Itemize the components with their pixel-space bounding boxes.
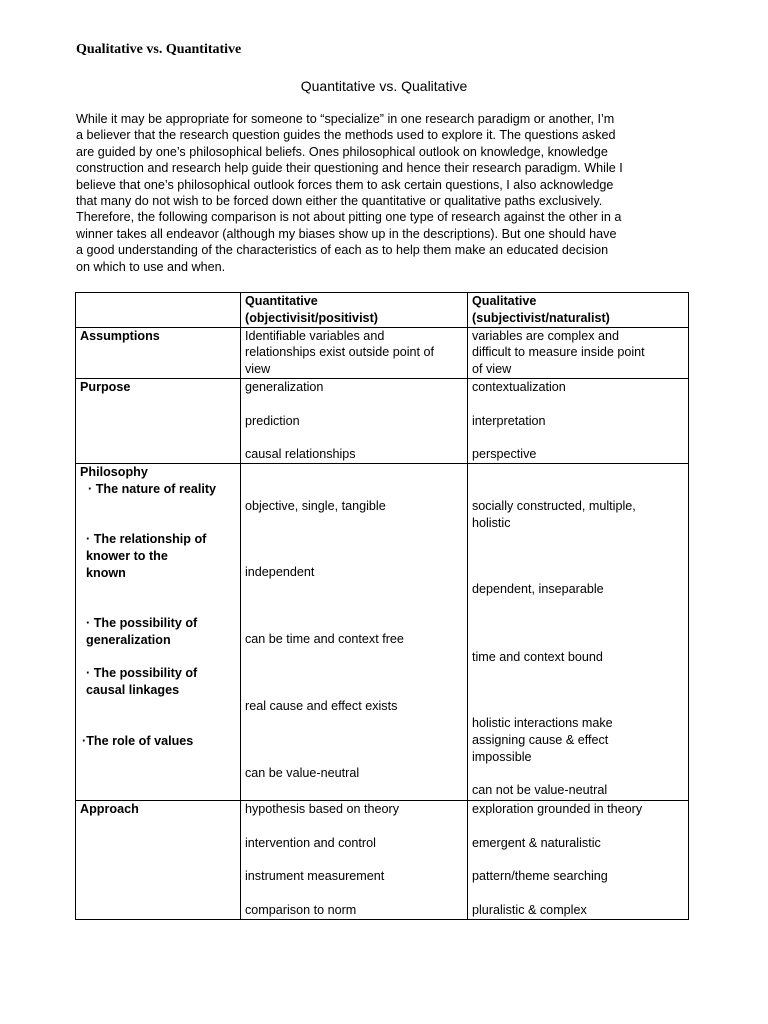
cell-line: Identifiable variables and bbox=[245, 328, 385, 343]
sub-possibility-generalization bbox=[80, 615, 236, 649]
approach-quant-cell bbox=[241, 800, 468, 919]
table-row bbox=[76, 800, 689, 919]
cell-line: comparison to norm bbox=[245, 902, 357, 917]
cell-line: generalization bbox=[245, 379, 324, 394]
cell-line: causal relationships bbox=[245, 447, 356, 462]
intro-line: a good understanding of the characteristics of each as to help them make an educated decision bbox=[76, 243, 609, 258]
intro-line: are guided by one’s philosophical beliefs. Ones philosophical outlook on knowledge, knowledge bbox=[76, 144, 608, 159]
cell-line: emergent & naturalistic bbox=[472, 835, 601, 850]
intro-line: While it may be appropriate for someone to “specialize” in one research paradigm or another, I’m bbox=[76, 112, 615, 126]
sub-role-of-values: ·The role of values bbox=[82, 733, 194, 748]
header-qual-subtitle: (subjectivist/naturalist) bbox=[472, 310, 610, 325]
sub-possibility-causal bbox=[80, 665, 236, 699]
assumptions-quant-cell bbox=[241, 327, 468, 378]
cell-line: pluralistic & complex bbox=[472, 902, 587, 917]
sub-line: · The possibility of bbox=[86, 665, 198, 680]
intro-line: on which to use and when. bbox=[76, 259, 226, 274]
sub-line: generalization bbox=[86, 632, 171, 647]
sub-line: known bbox=[86, 565, 126, 580]
row-label-philosophy: Philosophy bbox=[80, 464, 148, 479]
purpose-quant-cell bbox=[241, 378, 468, 463]
cell-line: prediction bbox=[245, 413, 300, 428]
sub-line: · The possibility of bbox=[86, 615, 198, 630]
cell-line: of view bbox=[472, 362, 512, 377]
philosophy-label-cell bbox=[76, 463, 241, 800]
cell-line: instrument measurement bbox=[245, 869, 385, 884]
row-label-approach: Approach bbox=[76, 800, 241, 919]
table-row bbox=[76, 378, 689, 463]
quant-nature: objective, single, tangible bbox=[245, 498, 386, 513]
sub-line: causal linkages bbox=[86, 682, 180, 697]
quant-values: can be value-neutral bbox=[245, 765, 360, 780]
qual-nature bbox=[472, 498, 684, 532]
cell-line: interpretation bbox=[472, 413, 546, 428]
intro-line: construction and research help guide their questioning and hence their research paradigm. While I bbox=[76, 161, 623, 176]
comparison-table bbox=[75, 292, 689, 920]
intro-line: winner takes all endeavor (although my biases show up in the descriptions). But one should have bbox=[76, 226, 617, 241]
cell-line: relationships exist outside point of bbox=[245, 345, 435, 360]
intro-line: believe that one’s philosophical outlook forces them to ask certain questions, I also acknowledge bbox=[76, 177, 614, 192]
sub-relationship-knower bbox=[80, 531, 236, 581]
cell-line: view bbox=[245, 362, 271, 377]
table-header-row bbox=[76, 293, 689, 328]
approach-qual-cell bbox=[468, 800, 689, 919]
table-row bbox=[76, 463, 689, 800]
table-row bbox=[76, 327, 689, 378]
assumptions-qual-cell bbox=[468, 327, 689, 378]
intro-paragraph bbox=[76, 111, 692, 275]
quant-relationship: independent bbox=[245, 564, 315, 579]
cell-line: contextualization bbox=[472, 379, 566, 394]
qual-relationship: dependent, inseparable bbox=[472, 581, 604, 596]
header-empty-cell bbox=[76, 293, 241, 328]
document-header: Qualitative vs. Quantitative bbox=[76, 42, 242, 57]
philosophy-quant-cell bbox=[241, 463, 468, 800]
cell-line: holistic bbox=[472, 515, 511, 530]
philosophy-qual-cell bbox=[468, 463, 689, 800]
sub-line: · The relationship of bbox=[86, 531, 207, 546]
qual-values: can not be value-neutral bbox=[472, 782, 608, 797]
purpose-qual-cell bbox=[468, 378, 689, 463]
cell-line: assigning cause & effect bbox=[472, 732, 609, 747]
quant-causal: real cause and effect exists bbox=[245, 698, 398, 713]
row-label-assumptions: Assumptions bbox=[76, 327, 241, 378]
qual-generalization: time and context bound bbox=[472, 649, 603, 664]
qual-causal bbox=[472, 715, 684, 765]
cell-line: intervention and control bbox=[245, 835, 376, 850]
cell-line: perspective bbox=[472, 447, 537, 462]
document-title: Quantitative vs. Qualitative bbox=[300, 78, 468, 94]
cell-line: exploration grounded in theory bbox=[472, 801, 643, 816]
header-qualitative bbox=[468, 293, 689, 328]
header-quant-subtitle: (objectivisit/positivist) bbox=[245, 310, 378, 325]
intro-line: a believer that the research question guides the methods used to explore it. The questions asked bbox=[76, 128, 616, 143]
header-qual-title: Qualitative bbox=[472, 294, 537, 308]
quant-generalization: can be time and context free bbox=[245, 631, 404, 646]
cell-line: holistic interactions make bbox=[472, 715, 613, 730]
cell-line: socially constructed, multiple, bbox=[472, 498, 636, 513]
cell-line: variables are complex and bbox=[472, 328, 620, 343]
sub-nature-of-reality: · The nature of reality bbox=[88, 481, 217, 496]
header-quant-title: Quantitative bbox=[245, 294, 318, 308]
row-label-purpose: Purpose bbox=[76, 378, 241, 463]
intro-line: that many do not wish to be forced down either the quantitative or qualitative paths exclusively. bbox=[76, 194, 603, 209]
sub-line: knower to the bbox=[86, 548, 168, 563]
cell-line: hypothesis based on theory bbox=[245, 801, 400, 816]
intro-line: Therefore, the following comparison is not about pitting one type of research against the other in a bbox=[76, 210, 622, 225]
cell-line: impossible bbox=[472, 749, 532, 764]
cell-line: pattern/theme searching bbox=[472, 869, 608, 884]
cell-line: difficult to measure inside point bbox=[472, 345, 645, 360]
header-quantitative bbox=[241, 293, 468, 328]
